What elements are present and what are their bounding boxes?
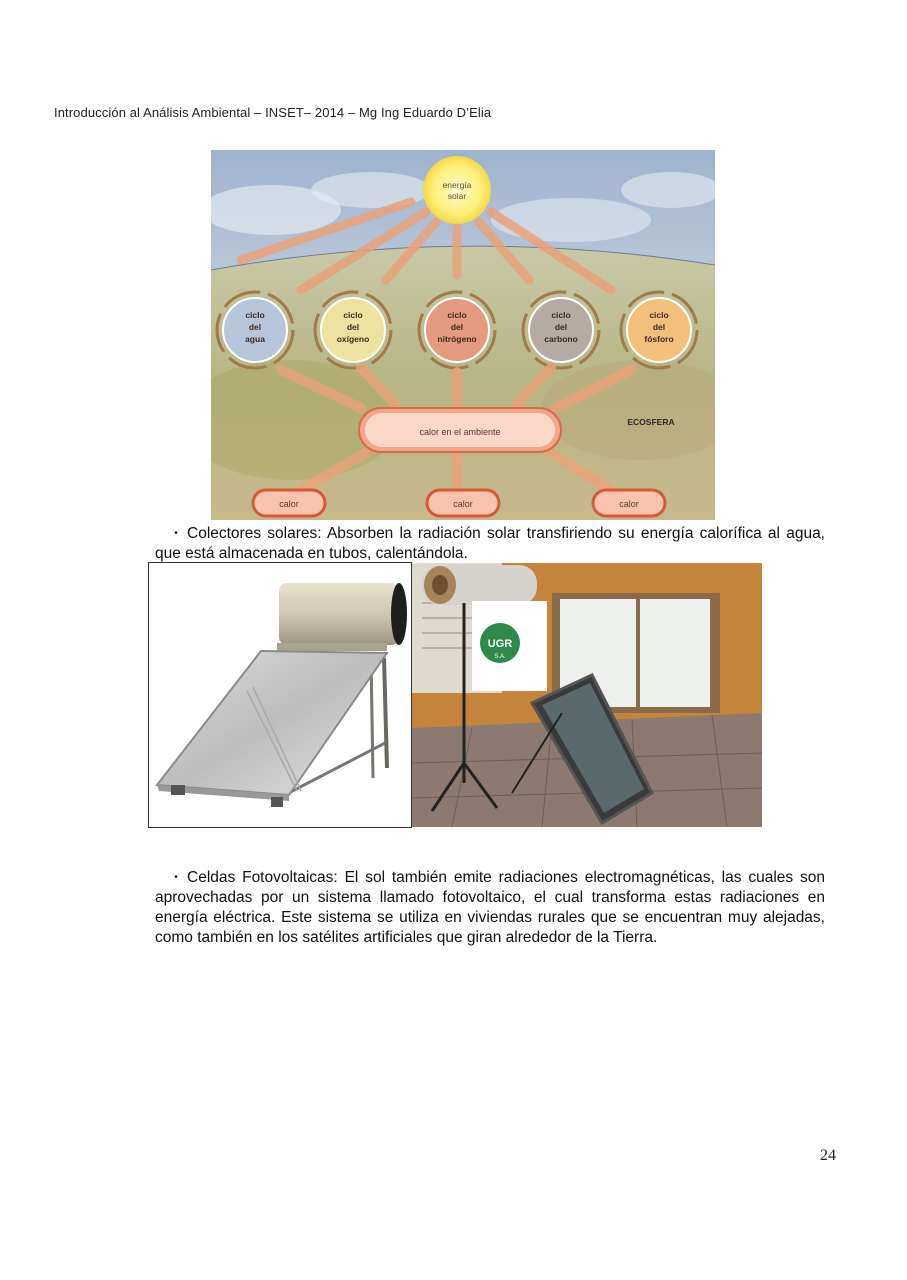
bullet: • (174, 528, 178, 539)
page-number: 24 (820, 1147, 836, 1164)
heat-output-label: calor (279, 499, 299, 509)
cycle-label: nitrógeno (437, 334, 477, 344)
cycle-label: ciclo (551, 310, 571, 320)
cycle-label: agua (245, 334, 265, 344)
sun-shape (423, 156, 491, 224)
cycle-label: del (346, 322, 360, 332)
showroom-collector-photo (412, 563, 762, 827)
sun-label-1: energía (442, 180, 472, 190)
solar-heater-photo (148, 562, 412, 828)
cycle-label: del (652, 322, 666, 332)
paragraph-solar-collectors (155, 524, 825, 564)
bullet: • (174, 872, 178, 883)
sun-label-2: solar (447, 191, 467, 201)
cycle-label: del (554, 322, 568, 332)
paragraph-text: Celdas Fotovoltaicas: El sol también emite radiaciones electromagnéticas, las cuales son aprovechadas por un sistema llamado fotovoltaico, el cual transforma estas radiaciones en energía eléctrica. Este sistema se utiliza en viviendas rurales que se encuentran muy alejadas, como también en los satélites artificiales que giran alrededor de la Tierra. (155, 869, 825, 946)
cycle-label: carbono (544, 334, 578, 344)
heat-box-label: calor en el ambiente (419, 427, 501, 437)
cycle-label: oxígeno (336, 334, 370, 344)
paragraph-text: Colectores solares: Absorben la radiación solar transfiriendo su energía calorífica al agua, que está almacenada en tubos, calentándola. (155, 525, 825, 562)
cycle-label: del (248, 322, 262, 332)
cycle-label: del (450, 322, 464, 332)
cycle-label: fósforo (644, 334, 674, 344)
logo-sub: S.A. (494, 654, 506, 660)
cycle-label: ciclo (343, 310, 363, 320)
paragraph-photovoltaic-cells (155, 868, 825, 948)
cycle-label: ciclo (447, 310, 467, 320)
solar-collector-photos (148, 562, 762, 828)
ecosfera-label: ECOSFERA (627, 417, 675, 427)
heat-output-label: calor (619, 499, 639, 509)
heat-output-label: calor (453, 499, 473, 509)
ecosphere-diagram (211, 150, 715, 520)
page-header: Introducción al Análisis Ambiental – INSET– 2014 – Mg Ing Eduardo D’Elia (54, 105, 492, 120)
logo-text: UGR (487, 638, 513, 650)
cycle-label: ciclo (245, 310, 265, 320)
cycle-label: ciclo (649, 310, 669, 320)
